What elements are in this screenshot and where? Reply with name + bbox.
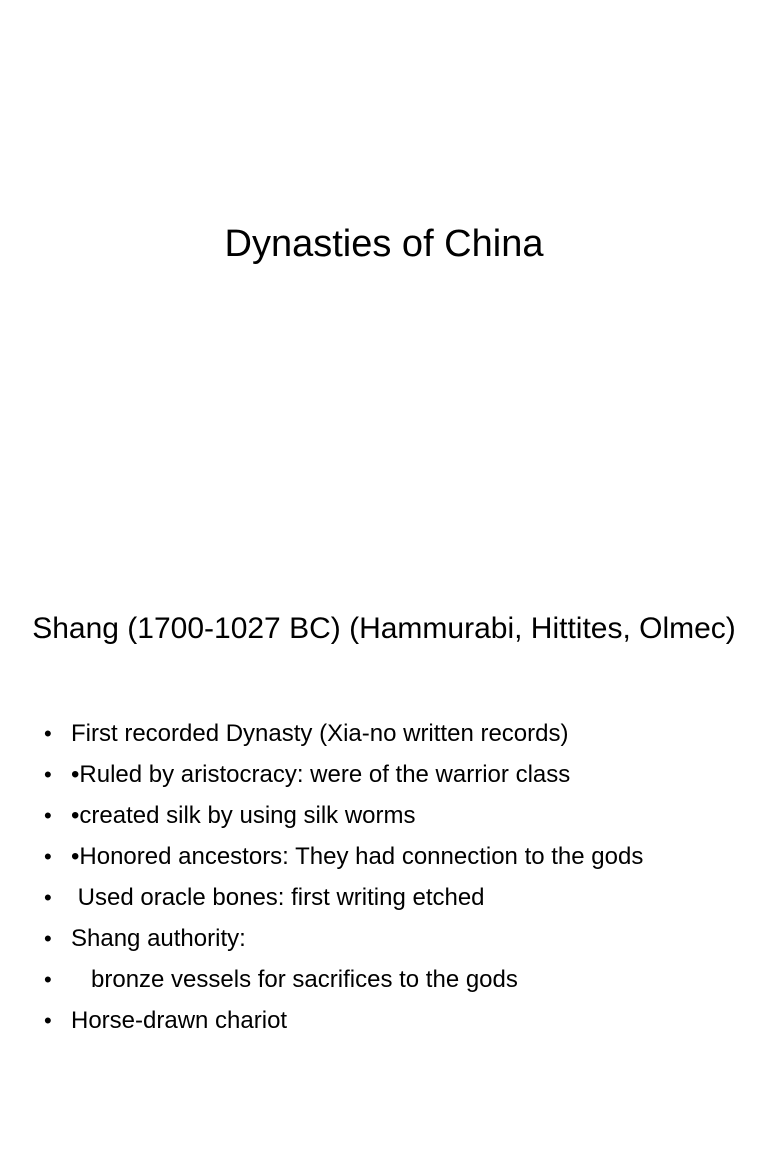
- list-item-text: •Ruled by aristocracy: were of the warrior class: [71, 761, 571, 788]
- bullet-icon: •: [44, 1008, 52, 1033]
- list-item: [0, 836, 768, 877]
- section-title: Shang (1700-1027 BC) (Hammurabi, Hittites, Olmec): [32, 612, 736, 645]
- bullet-list: [0, 713, 768, 1041]
- bullet-icon: •: [44, 762, 52, 787]
- list-item-text: Horse-drawn chariot: [71, 1007, 288, 1034]
- slide-title: Dynasties of China: [224, 223, 544, 265]
- bullet-icon: •: [44, 803, 52, 828]
- list-item-text: First recorded Dynasty (Xia-no written records): [71, 720, 569, 747]
- list-item-text: Shang authority:: [71, 925, 246, 952]
- list-item-text: bronze vessels for sacrifices to the gods: [71, 966, 518, 993]
- list-item: [0, 795, 768, 836]
- list-item-text: Used oracle bones: first writing etched: [71, 884, 485, 911]
- bullet-icon: •: [44, 926, 52, 951]
- bullet-icon: •: [44, 885, 52, 910]
- bullet-icon: •: [44, 967, 52, 992]
- list-item: [0, 754, 768, 795]
- list-item: [0, 959, 768, 1000]
- bullet-icon: •: [44, 721, 52, 746]
- list-item-text: •created silk by using silk worms: [71, 802, 416, 829]
- bullet-icon: •: [44, 844, 52, 869]
- list-item: [0, 713, 768, 754]
- list-item: [0, 918, 768, 959]
- list-item-text: •Honored ancestors: They had connection to the gods: [71, 843, 644, 870]
- list-item: [0, 877, 768, 918]
- list-item: [0, 1000, 768, 1041]
